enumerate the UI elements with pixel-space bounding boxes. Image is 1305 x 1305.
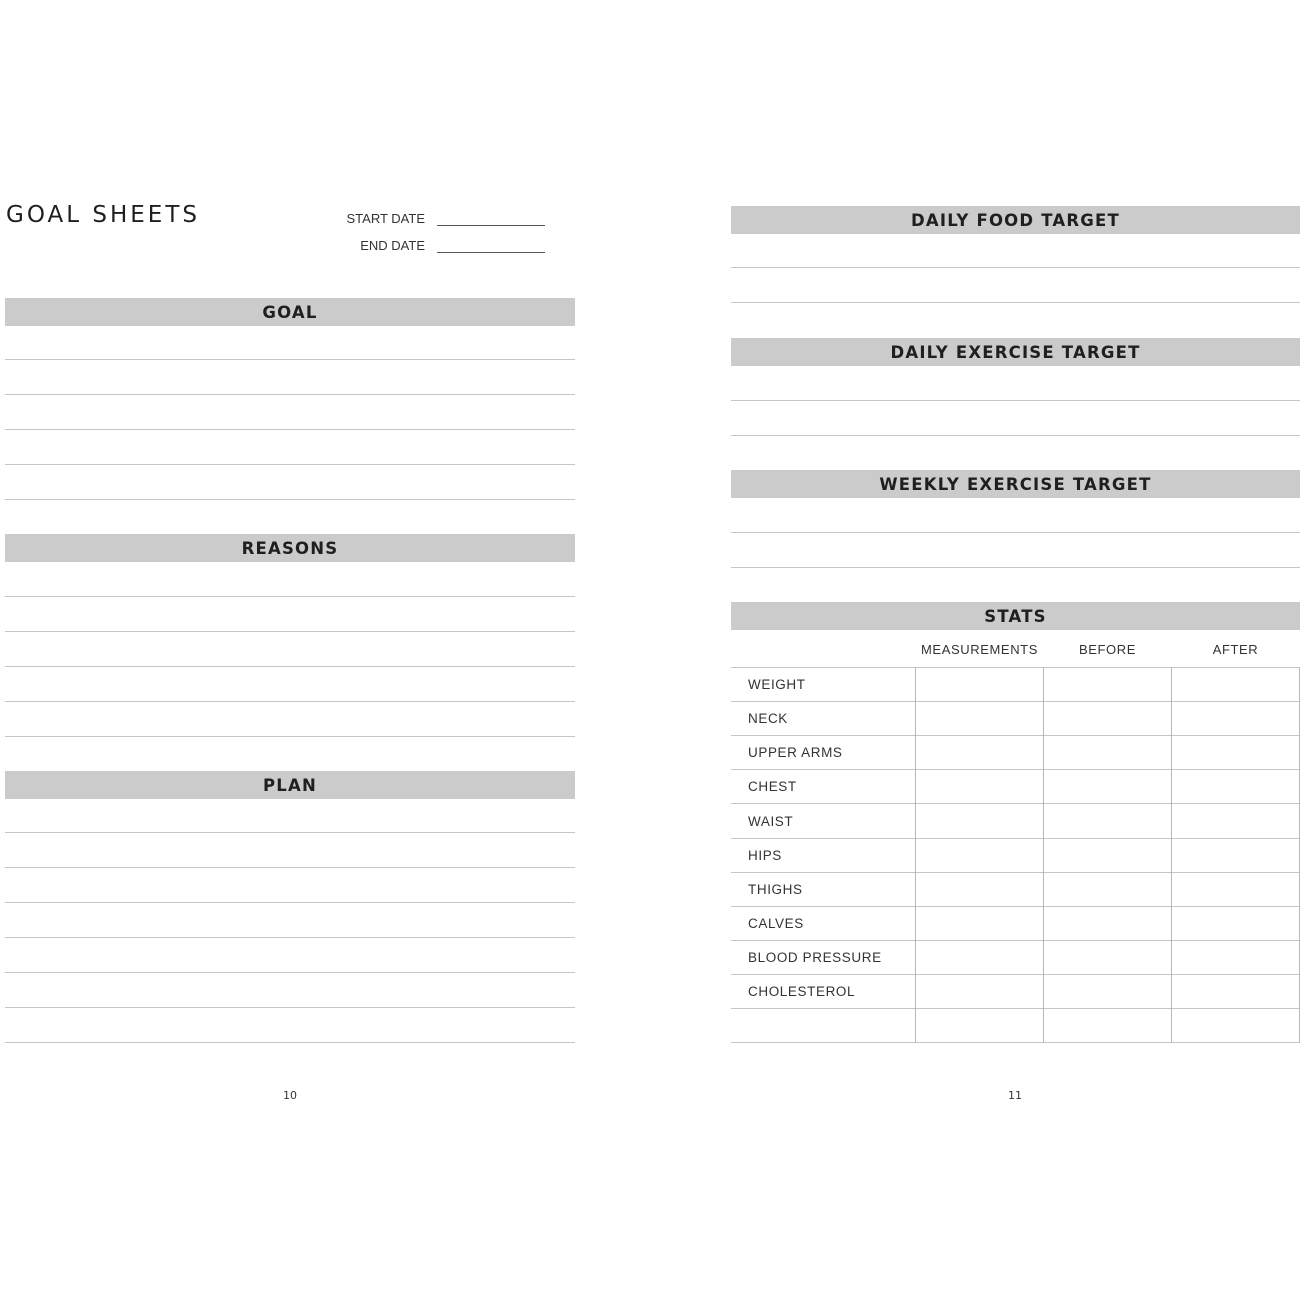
- plan-writing-line[interactable]: [5, 972, 575, 973]
- stats-row-label: BLOOD PRESSURE: [748, 950, 882, 965]
- stats-table-rule: [731, 940, 1300, 941]
- stats-row-label: CHOLESTEROL: [748, 984, 856, 999]
- stats-column-divider: [1299, 667, 1300, 1043]
- stats-column-before: BEFORE: [1078, 642, 1137, 657]
- stats-column-divider: [1171, 667, 1172, 1043]
- stats-row-label: NECK: [748, 711, 788, 726]
- stats-row-label: HIPS: [748, 848, 782, 863]
- stats-column-divider: [915, 667, 916, 1043]
- start-date-label: START DATE: [346, 211, 425, 226]
- stats-table-rule: [731, 872, 1300, 873]
- weekly-exercise-writing-line[interactable]: [731, 567, 1300, 568]
- reasons-writing-line[interactable]: [5, 736, 575, 737]
- stats-column-after: AFTER: [1212, 642, 1259, 657]
- reasons-writing-line[interactable]: [5, 666, 575, 667]
- stats-row-label: UPPER ARMS: [748, 745, 843, 760]
- plan-writing-line[interactable]: [5, 867, 575, 868]
- end-date-field[interactable]: [437, 252, 545, 253]
- plan-writing-line[interactable]: [5, 937, 575, 938]
- goal-writing-line[interactable]: [5, 499, 575, 500]
- stats-table-rule: [731, 803, 1300, 804]
- reasons-writing-line[interactable]: [5, 701, 575, 702]
- reasons-writing-line[interactable]: [5, 631, 575, 632]
- stats-table-rule: [731, 667, 1300, 668]
- daily-food-writing-line[interactable]: [731, 302, 1300, 303]
- stats-row-label: THIGHS: [748, 882, 803, 897]
- end-date-label: END DATE: [360, 238, 425, 253]
- stats-table-rule: [731, 838, 1300, 839]
- start-date-field[interactable]: [437, 225, 545, 226]
- stats-column-divider: [1043, 667, 1044, 1043]
- end-date-row: [300, 238, 425, 258]
- stats-table-rule: [731, 701, 1300, 702]
- daily-food-writing-line[interactable]: [731, 267, 1300, 268]
- goal-writing-line[interactable]: [5, 394, 575, 395]
- stats-row-label: WEIGHT: [748, 677, 806, 692]
- goal-section-header: GOAL: [5, 298, 575, 326]
- page-number-left: 10: [283, 1089, 297, 1102]
- page-title: GOAL SHEETS: [6, 202, 200, 228]
- stats-row-label: CALVES: [748, 916, 804, 931]
- plan-writing-line[interactable]: [5, 1007, 575, 1008]
- page-number-right: 11: [1008, 1089, 1022, 1102]
- plan-section-header: PLAN: [5, 771, 575, 799]
- daily-food-target-header: DAILY FOOD TARGET: [731, 206, 1300, 234]
- stats-row-label: WAIST: [748, 814, 794, 829]
- reasons-writing-line[interactable]: [5, 596, 575, 597]
- stats-table-rule: [731, 1008, 1300, 1009]
- plan-writing-line[interactable]: [5, 902, 575, 903]
- stats-table-rule: [731, 769, 1300, 770]
- stats-table-rule: [731, 906, 1300, 907]
- plan-writing-line[interactable]: [5, 832, 575, 833]
- stats-column-measurements: MEASUREMENTS: [921, 642, 1038, 657]
- stats-row-label: CHEST: [748, 779, 797, 794]
- stats-table-rule: [731, 974, 1300, 975]
- daily-exercise-target-header: DAILY EXERCISE TARGET: [731, 338, 1300, 366]
- start-date-row: [300, 211, 425, 231]
- weekly-exercise-writing-line[interactable]: [731, 532, 1300, 533]
- stats-table-rule: [731, 1042, 1300, 1043]
- plan-writing-line[interactable]: [5, 1042, 575, 1043]
- goal-writing-line[interactable]: [5, 429, 575, 430]
- weekly-exercise-target-header: WEEKLY EXERCISE TARGET: [731, 470, 1300, 498]
- goal-writing-line[interactable]: [5, 359, 575, 360]
- goal-writing-line[interactable]: [5, 464, 575, 465]
- daily-exercise-writing-line[interactable]: [731, 435, 1300, 436]
- stats-section-header: STATS: [731, 602, 1300, 630]
- stats-table-rule: [731, 735, 1300, 736]
- reasons-section-header: REASONS: [5, 534, 575, 562]
- daily-exercise-writing-line[interactable]: [731, 400, 1300, 401]
